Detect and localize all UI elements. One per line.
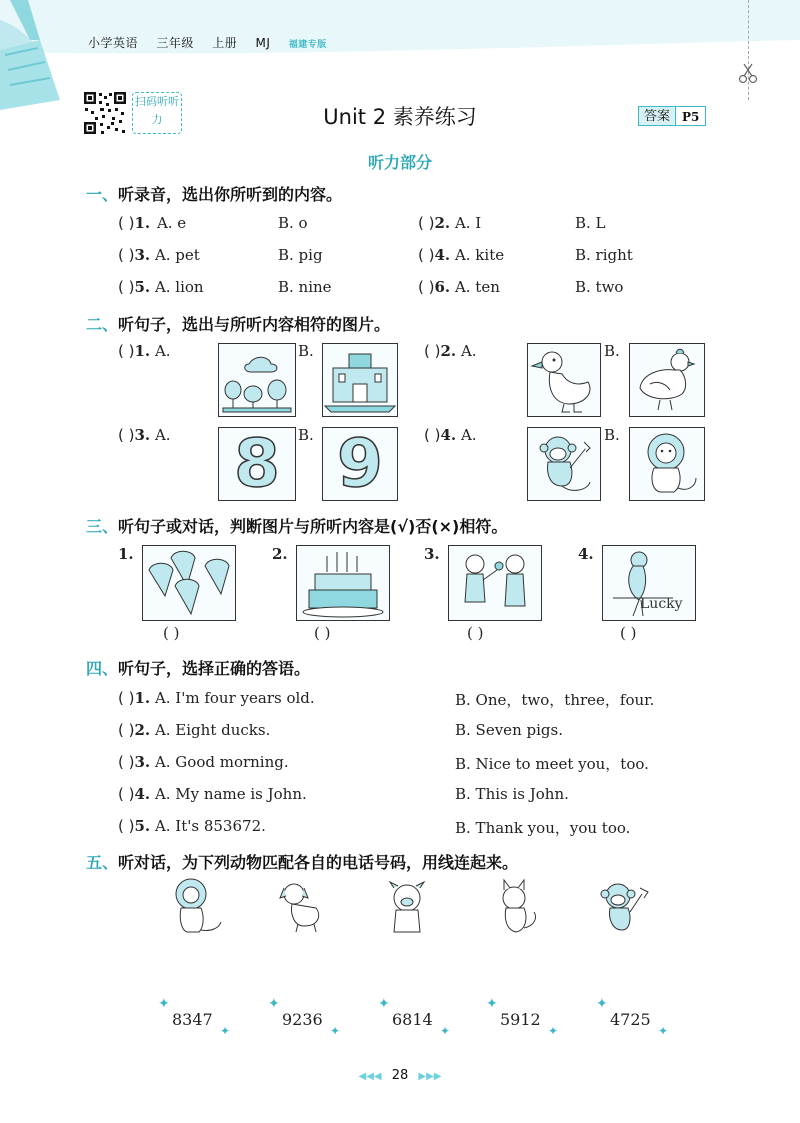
option-a: A. It's 853672. <box>154 817 266 835</box>
header-text <box>88 34 341 51</box>
section-number: 二、 <box>86 315 119 334</box>
s1-q1-b: B. o <box>278 214 308 232</box>
sparkle-icon: ✦ <box>439 1024 450 1038</box>
q-number: 6. <box>434 278 451 296</box>
section-text: 听对话，为下列动物匹配各自的电话号码，用线连起来。 <box>118 853 519 872</box>
s1-q6-b: B. two <box>575 278 624 296</box>
s3-num-2: 2. <box>272 545 288 563</box>
q-number: 2. <box>440 342 457 360</box>
option-a: A. Good morning. <box>154 753 289 771</box>
s2-q1-b-label: B. <box>298 342 314 360</box>
duck-picture[interactable] <box>527 343 601 417</box>
s4-q2 <box>118 721 270 739</box>
section-5-heading <box>86 850 518 873</box>
two-girls-picture[interactable] <box>448 545 542 621</box>
sparkle-icon: ✦ <box>657 1024 668 1038</box>
option-a: A. I <box>454 214 482 232</box>
q-number: 1. <box>134 342 151 360</box>
q-number: 3. <box>134 246 151 264</box>
q-number: 4. <box>434 246 451 264</box>
section-text: 听句子或对话，判断图片与所听内容是(√)否(×)相符。 <box>118 517 508 536</box>
section-text: 听句子，选出与所听内容相符的图片。 <box>118 315 391 334</box>
answer-blank[interactable]: ( ) <box>118 426 135 444</box>
s2-q2 <box>424 342 477 360</box>
answer-blank[interactable]: ( ) <box>118 817 135 835</box>
s1-q3 <box>118 246 200 264</box>
pig-animal[interactable] <box>380 878 434 936</box>
answer-blank[interactable]: ( ) <box>118 214 135 232</box>
s4-q4 <box>118 785 307 803</box>
q-number: 1. <box>134 214 151 232</box>
lion-animal[interactable] <box>165 876 229 936</box>
section-1-heading <box>86 182 342 205</box>
q-number: 4. <box>440 426 457 444</box>
monkey-animal[interactable] <box>594 878 654 936</box>
s2-q1 <box>118 342 171 360</box>
hen-picture[interactable] <box>629 343 705 417</box>
right-arrows-icon: ▶▶▶ <box>418 1071 442 1082</box>
answer-blank[interactable]: ( ) <box>118 721 135 739</box>
s2-q2-b-label: B. <box>604 342 620 360</box>
phone-number-text: 8347 <box>172 1010 213 1029</box>
q-number: 5. <box>134 817 151 835</box>
number-nine-picture[interactable]: 9 <box>322 427 398 501</box>
cut-line <box>748 0 749 100</box>
school-building-picture[interactable] <box>322 343 398 417</box>
answer-blank[interactable]: ( ) <box>424 426 441 444</box>
section-3-heading <box>86 514 507 537</box>
s1-q5 <box>118 278 204 296</box>
phone-number-text: 6814 <box>392 1010 433 1029</box>
s2-q4 <box>424 426 477 444</box>
option-a: A. pet <box>154 246 200 264</box>
answer-blank[interactable]: ( ) <box>118 246 135 264</box>
q-number: 5. <box>134 278 151 296</box>
s1-q2-b: B. L <box>575 214 606 232</box>
q-number: 2. <box>134 721 151 739</box>
s2-q3-b-label: B. <box>298 426 314 444</box>
answer-blank[interactable]: ( ) <box>418 278 435 296</box>
phone-number-2[interactable] <box>268 998 340 1038</box>
phone-number-1[interactable] <box>158 998 230 1038</box>
option-a-label: A. <box>460 426 477 444</box>
answer-blank[interactable]: ( ) <box>118 753 135 771</box>
s3-blank-2[interactable]: ( ) <box>314 624 331 642</box>
page-title: Unit 2 素养练习 <box>323 105 477 129</box>
section-text: 听句子，选择正确的答语。 <box>118 659 311 678</box>
s4-q3 <box>118 753 289 771</box>
s1-q4-b: B. right <box>575 246 633 264</box>
sparkle-icon: ✦ <box>486 996 498 1012</box>
section-number: 一、 <box>86 185 119 204</box>
answer-badge[interactable] <box>638 106 706 126</box>
left-arrows-icon: ◀◀◀ <box>358 1071 382 1082</box>
section-number: 三、 <box>86 517 119 536</box>
monkey-picture[interactable] <box>527 427 601 501</box>
lion-picture[interactable] <box>629 427 705 501</box>
dog-animal[interactable] <box>274 880 330 934</box>
section-number: 五、 <box>86 853 119 872</box>
sparkle-icon: ✦ <box>596 996 608 1012</box>
option-a: A. I'm four years old. <box>154 689 315 707</box>
ice-creams-picture[interactable] <box>142 545 236 621</box>
phone-number-text: 5912 <box>500 1010 541 1029</box>
section-4-heading <box>86 656 310 679</box>
phone-number-4[interactable] <box>486 998 558 1038</box>
s4-q3-b: B. Nice to meet you，too. <box>455 755 649 773</box>
answer-blank[interactable]: ( ) <box>424 342 441 360</box>
scan-listen-label: 扫码听听力 <box>132 92 182 134</box>
sparkle-icon: ✦ <box>547 1024 558 1038</box>
sparkle-icon: ✦ <box>219 1024 230 1038</box>
birthday-cake-picture[interactable] <box>296 545 390 621</box>
s3-blank-4[interactable]: ( ) <box>620 624 637 642</box>
s4-q1 <box>118 689 315 707</box>
header-subject: 小学英语 <box>88 36 139 50</box>
s4-q5-b: B. Thank you，you too. <box>455 819 631 837</box>
section-number: 四、 <box>86 659 119 678</box>
qr-code-icon[interactable] <box>82 90 128 136</box>
phone-number-text: 9236 <box>282 1010 323 1029</box>
phone-number-5[interactable] <box>596 998 668 1038</box>
sparkle-icon: ✦ <box>268 996 280 1012</box>
answer-blank[interactable]: ( ) <box>118 278 135 296</box>
s2-q3 <box>118 426 171 444</box>
s3-num-4: 4. <box>578 545 594 563</box>
q-number: 3. <box>134 426 151 444</box>
phone-number-3[interactable] <box>378 998 450 1038</box>
option-a: A. My name is John. <box>154 785 307 803</box>
s3-blank-3[interactable]: ( ) <box>467 624 484 642</box>
section-2-heading <box>86 312 390 335</box>
s1-q1 <box>118 214 186 232</box>
page-number: 28 <box>391 1068 409 1083</box>
s2-q4-b-label: B. <box>604 426 620 444</box>
s4-q1-b: B. One，two，three，four. <box>455 691 655 709</box>
q-number: 1. <box>134 689 151 707</box>
s1-q2 <box>418 214 481 232</box>
phone-number-text: 4725 <box>610 1010 651 1029</box>
header-edition: MJ <box>255 36 271 50</box>
header-grade: 三年级 <box>156 36 194 50</box>
s3-num-3: 3. <box>424 545 440 563</box>
header-tag: 福建专版 <box>288 40 327 50</box>
s4-q5 <box>118 817 266 835</box>
s1-q6 <box>418 278 500 296</box>
number-eight-picture[interactable]: 8 <box>218 427 296 501</box>
sparkle-icon: ✦ <box>378 996 390 1012</box>
scissors-icon <box>738 62 758 84</box>
pagoda-decoration <box>0 20 70 110</box>
answer-blank[interactable]: ( ) <box>118 689 135 707</box>
parrot-caption: Lucky <box>640 596 683 612</box>
q-number: 2. <box>434 214 451 232</box>
s1-q5-b: B. nine <box>278 278 332 296</box>
cat-animal[interactable] <box>490 878 544 936</box>
s4-q2-b: B. Seven pigs. <box>455 721 563 739</box>
answer-blank[interactable]: ( ) <box>118 785 135 803</box>
section-text: 听录音，选出你所听到的内容。 <box>118 185 343 204</box>
s1-q3-b: B. pig <box>278 246 323 264</box>
option-a-label: A. <box>460 342 477 360</box>
answer-label: 答案 <box>638 106 675 126</box>
option-a: A. kite <box>454 246 505 264</box>
option-a: A. ten <box>454 278 500 296</box>
s1-q4 <box>418 246 504 264</box>
s4-q4-b: B. This is John. <box>455 785 569 803</box>
answer-blank[interactable]: ( ) <box>118 342 135 360</box>
answer-page: P5 <box>675 106 706 126</box>
q-number: 3. <box>134 753 151 771</box>
page-footer <box>0 1068 800 1083</box>
header-volume: 上册 <box>212 36 238 50</box>
option-a: A. e <box>156 214 187 232</box>
option-a: A. Eight ducks. <box>154 721 271 739</box>
s3-num-1: 1. <box>118 545 134 563</box>
answer-blank[interactable]: ( ) <box>418 214 435 232</box>
s3-blank-1[interactable]: ( ) <box>163 624 180 642</box>
q-number: 4. <box>134 785 151 803</box>
sparkle-icon: ✦ <box>329 1024 340 1038</box>
answer-blank[interactable]: ( ) <box>418 246 435 264</box>
listening-subtitle: 听力部分 <box>367 153 432 172</box>
option-a: A. lion <box>154 278 204 296</box>
park-trees-picture[interactable] <box>218 343 296 417</box>
option-a-label: A. <box>154 342 171 360</box>
option-a-label: A. <box>154 426 171 444</box>
sparkle-icon: ✦ <box>158 996 170 1012</box>
